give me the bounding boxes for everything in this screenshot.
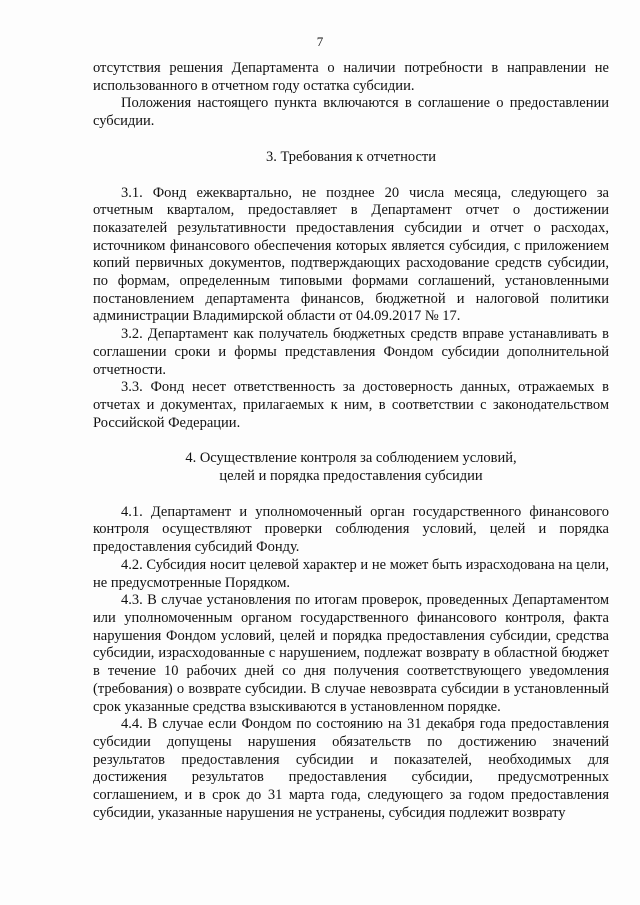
paragraph-3-1: 3.1. Фонд ежеквартально, не позднее 20 числа месяца, следующего за отчетным кварталом, предоставляет в Департамент отчет о достижении показателей результативности предоставления субсидии и отчет о расходах, источником финансового обеспечения которых является субсидия, с приложением копий первичных документов, подтверждающих расходование средств субсидии, по формам, определенным типовыми формами соглашений, установленными постановлением департамента финансов, бюджетной и налоговой политики администрации Владимирской области от 04.09.2017 № 17. xyxy=(93,184,609,325)
paragraph-3-2: 3.2. Департамент как получатель бюджетных средств вправе устанавливать в соглашении сроки и формы представления Фондом субсидии дополнительной отчетности. xyxy=(93,326,609,378)
paragraph-4-1: 4.1. Департамент и уполномоченный орган государственного финансового контроля осуществляют проверки соблюдения условий, целей и порядка предоставления субсидий Фонду. xyxy=(93,503,609,556)
paragraph-3-3: 3.3. Фонд несет ответственность за достоверность данных, отражаемых в отчетах и документах, прилагаемых к ним, в соответствии с законодательством Российской Федерации. xyxy=(93,379,609,431)
paragraph-4-2: 4.2. Субсидия носит целевой характер и не может быть израсходована на цели, не предусмотренные Порядком. xyxy=(93,556,609,591)
section-spacer xyxy=(93,432,609,450)
section-spacer xyxy=(93,486,609,504)
paragraph-4-4: 4.4. В случае если Фондом по состоянию на 31 декабря года предоставления субсидии допущены нарушения обязательств по достижению значений результатов предоставления субсидии и показателей, необходимых для достижения результатов предоставления субсидии, предусмотренных соглашением, и в срок до 31 марта года, следующего за годом предоставления субсидии, указанные нарушения не устранены, субсидия подлежит возврату xyxy=(93,716,609,821)
section-spacer xyxy=(93,167,609,185)
section-heading-4-line-2: целей и порядка предоставления субсидии xyxy=(219,468,483,485)
paragraph-continuation: отсутствия решения Департамента о наличии потребности в направлении не использованного в отчетном году остатка субсидии. xyxy=(93,60,609,94)
page-number: 7 xyxy=(316,34,324,49)
paragraph-agreement-inclusion: Положения настоящего пункта включаются в соглашение о предоставлении субсидии. xyxy=(93,95,609,130)
section-heading-4-line-1: 4. Осуществление контроля за соблюдением условий, xyxy=(185,450,517,467)
section-spacer xyxy=(93,131,609,149)
paragraph-4-3: 4.3. В случае установления по итогам проверок, проведенных Департаментом или уполномоченным органом государственного финансового контроля, факта нарушения Фондом условий, целей и порядка предоставления субсидии, средства субсидии, израсходованные с нарушением, подлежат возврату в областной бюджет в течение 10 рабочих дней со дня получения соответствующего уведомления (требования) о возврате субсидии. В случае невозврата субсидии в установленный срок указанные средства взыскиваются в установленном порядке. xyxy=(93,592,609,715)
document-body xyxy=(93,60,609,822)
section-heading-3: 3. Требования к отчетности xyxy=(265,148,437,165)
